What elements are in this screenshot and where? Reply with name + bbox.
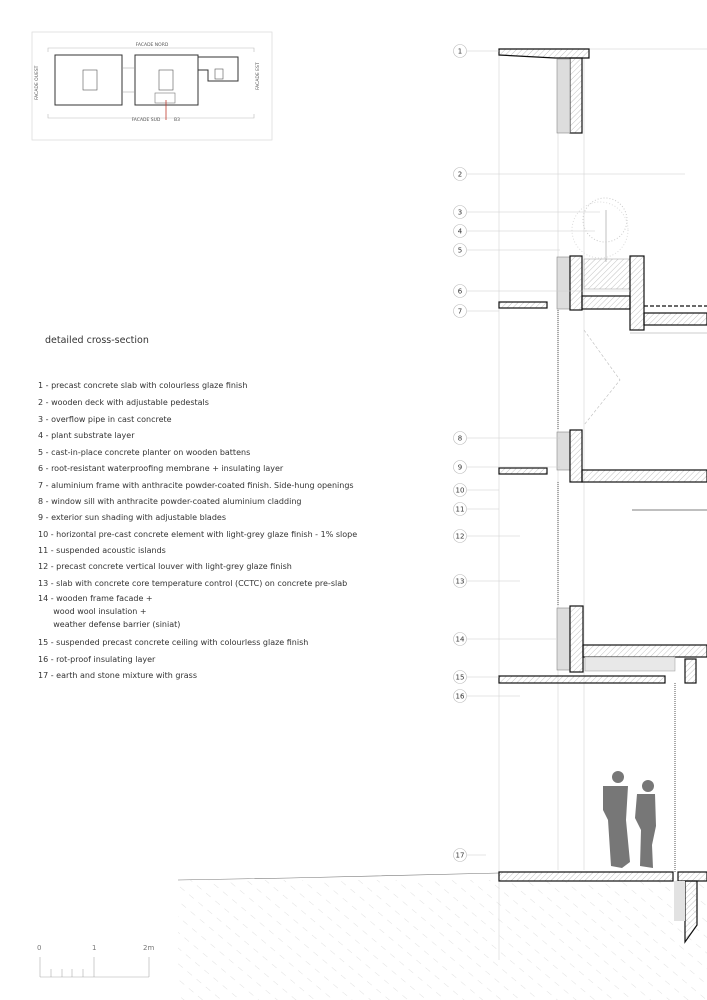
callout-10 xyxy=(454,484,500,497)
legend-item: 5 - cast-in-place concrete planter on wooden battens xyxy=(38,448,251,457)
facade-east-label: FACADE EST xyxy=(256,62,261,90)
callout-7 xyxy=(454,305,500,318)
callout-number: 8 xyxy=(457,434,463,443)
legend-item: 15 - suspended precast concrete ceiling with colourless glaze finish xyxy=(38,638,309,647)
legend-item: 13 - slab with concrete core temperature control (CCTC) on concrete pre-slab xyxy=(38,579,348,588)
callout-number: 13 xyxy=(455,577,465,586)
callout-number: 16 xyxy=(455,692,465,701)
facade-south-label: FACADE SUD xyxy=(131,118,161,123)
drawing-title: detailed cross-section xyxy=(45,335,149,346)
legend-item: 10 - horizontal pre-cast concrete element with light-grey glaze finish - 1% slope xyxy=(38,530,358,539)
scale-label-2: 2m xyxy=(143,944,155,952)
legend-item: weather defense barrier (siniat) xyxy=(38,620,181,629)
legend-item: 2 - wooden deck with adjustable pedestals xyxy=(38,398,209,407)
scale-label-0: 0 xyxy=(37,944,42,952)
callout-number: 17 xyxy=(455,851,465,860)
callout-number: 3 xyxy=(457,208,463,217)
lower-level xyxy=(499,482,707,872)
callout-13 xyxy=(454,575,521,588)
planter-level xyxy=(499,256,707,333)
callout-17 xyxy=(454,849,487,862)
legend-item: 9 - exterior sun shading with adjustable blades xyxy=(38,513,226,522)
legend-item: 14 - wooden frame facade + xyxy=(38,594,153,603)
tree xyxy=(572,198,628,262)
legend-item: 11 - suspended acoustic islands xyxy=(38,546,166,555)
facade-north-label: FACADE NORD xyxy=(135,43,169,48)
legend-item: 3 - overflow pipe in cast concrete xyxy=(38,415,172,424)
callout-number: 6 xyxy=(457,287,463,296)
callout-number: 1 xyxy=(457,47,463,56)
people-silhouettes xyxy=(603,771,656,868)
callout-number: 10 xyxy=(455,486,465,495)
callout-1 xyxy=(454,45,500,58)
ground-line xyxy=(178,873,499,880)
scale-label-1: 1 xyxy=(92,944,97,952)
legend-item: wood wool insulation + xyxy=(38,607,147,616)
callout-number: 4 xyxy=(457,227,463,236)
callout-12 xyxy=(454,530,521,543)
callout-number: 7 xyxy=(457,307,463,316)
legend-item: 1 - precast concrete slab with colourless glaze finish xyxy=(38,381,248,390)
legend-item: 12 - precast concrete vertical louver with light-grey glaze finish xyxy=(38,562,292,571)
legend-item: 6 - root-resistant waterproofing membrane + insulating layer xyxy=(38,464,284,473)
key-plan xyxy=(32,32,272,140)
callout-5 xyxy=(454,244,561,257)
callout-4 xyxy=(454,225,596,238)
callout-number: 12 xyxy=(455,532,465,541)
callout-number: 2 xyxy=(457,170,463,179)
scale-bar xyxy=(37,944,154,977)
legend-item: 7 - aluminium frame with anthracite powder-coated finish. Side-hung openings xyxy=(38,481,354,490)
callout-8 xyxy=(454,432,561,445)
callout-number: 11 xyxy=(455,505,465,514)
middle-level xyxy=(499,310,707,510)
earth-fill xyxy=(178,880,707,1000)
legend-item: 17 - earth and stone mixture with grass xyxy=(38,671,197,680)
callout-number: 9 xyxy=(457,463,463,472)
callout-3 xyxy=(454,206,601,219)
callout-15 xyxy=(454,671,500,684)
legend-item: 4 - plant substrate layer xyxy=(38,431,135,440)
callout-number: 15 xyxy=(455,673,465,682)
section-marker: B3 xyxy=(174,118,180,123)
facade-west-label: FACADE OUEST xyxy=(35,65,40,100)
legend-item: 16 - rot-proof insulating layer xyxy=(38,655,156,664)
callout-number: 14 xyxy=(455,635,465,644)
callout-14 xyxy=(454,633,557,646)
legend-item: 8 - window sill with anthracite powder-coated aluminium cladding xyxy=(38,497,302,506)
callout-11 xyxy=(454,503,500,516)
roof-slab xyxy=(499,49,589,133)
callout-number: 5 xyxy=(457,246,463,255)
callout-16 xyxy=(454,690,521,703)
callout-2 xyxy=(454,168,686,181)
